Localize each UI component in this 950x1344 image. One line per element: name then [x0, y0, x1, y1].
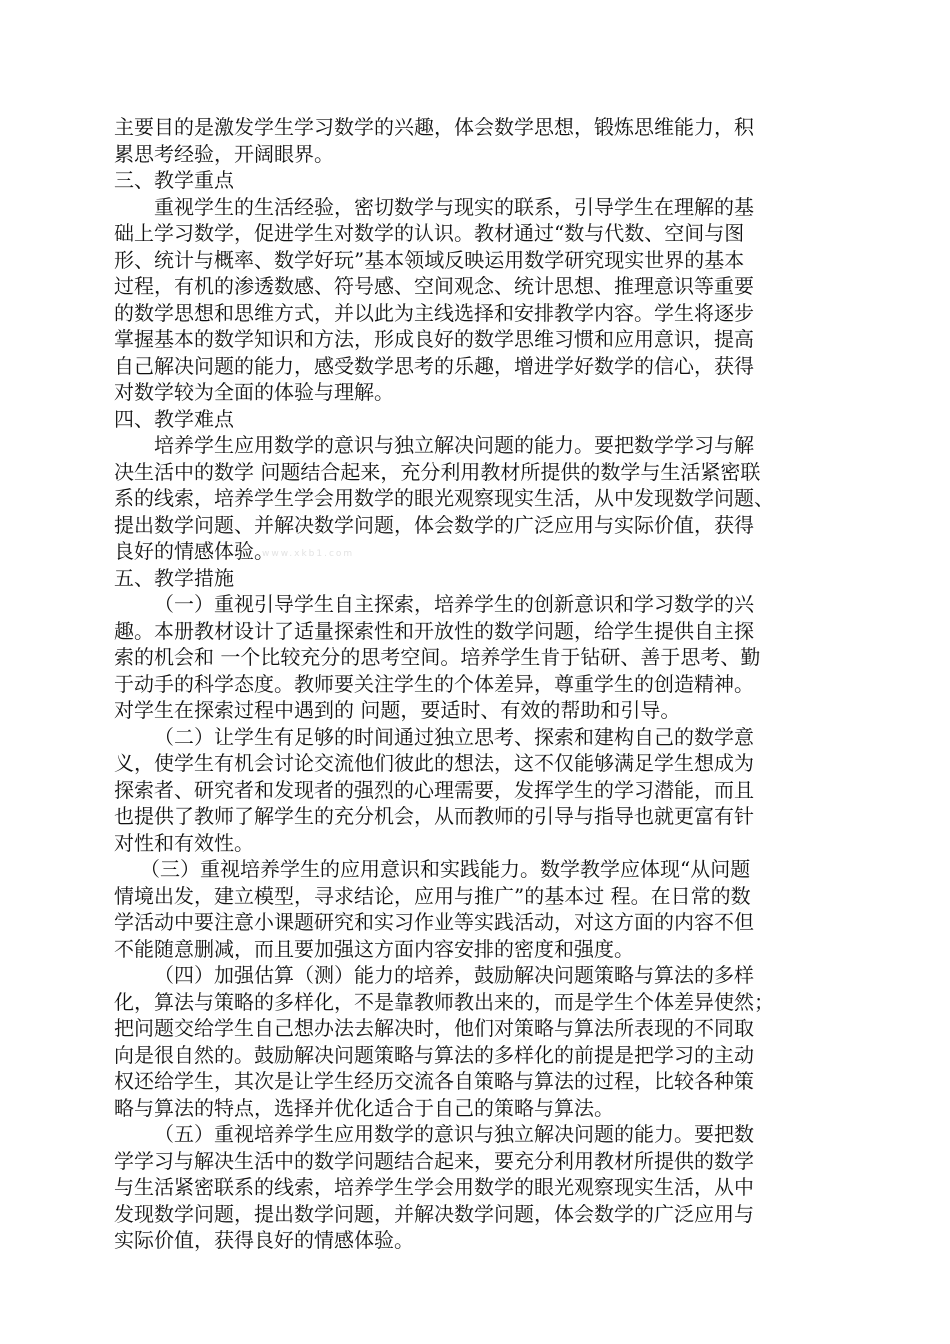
document-page	[114, 114, 842, 1254]
paragraph-teaching-difficulty: 培养学生应用数学的意识与独立解决问题的能力。要把数学学习与解 决生活中的数学 问题结合起来，充分利用教材所提供的数学与生活紧密联 系的线索，培养学生学会用数学的眼光观察现实生活，从中发现数学问题、 提出数学问题、并解决数学问题，体会数学的广泛应用与实际价值，获得 良好的情感体验。	[114, 433, 774, 563]
paragraph-teaching-focus: 重视学生的生活经验，密切数学与现实的联系，引导学生在理解的基 础上学习数学，促进学生对数学的认识。教材通过“数与代数、空间与图 形、统计与概率、数学好玩”基本领域反映运用数学研究现实世界的基本 过程，有机的渗透数感、符号感、空间观念、统计思想、推理意识等重要 的数学思想和思维方式，并以此为主线选择和安排教学内容。学生将逐步 掌握基本的数学知识和方法，形成良好的数学思维习惯和应用意识，提高 自己解决问题的能力，感受数学思考的乐趣，增进学好数学的信心，获得 对数学较为全面的体验与理解。	[114, 194, 754, 404]
paragraph-measure-5: （五）重视培养学生应用数学的意识与独立解决问题的能力。要把数 学学习与解决生活中的数学问题结合起来，要充分利用教材所提供的数学 与生活紧密联系的线索，培养学生学会用数学的眼光观察现实生活，从中 发现数学问题，提出数学问题，并解决数学问题，体会数学的广泛应用与 实际价值，获得良好的情感体验。	[114, 1122, 754, 1252]
section-heading-teaching-focus: 三、教学重点	[114, 168, 234, 192]
paragraph-intro: 主要目的是激发学生学习数学的兴趣，体会数学思想，锻炼思维能力，积 累思考经验，开阔眼界。	[114, 115, 754, 166]
section-heading-teaching-difficulty: 四、教学难点	[114, 406, 234, 431]
section-heading-teaching-measures: 五、教学措施	[114, 565, 234, 590]
paragraph-measure-1: （一）重视引导学生自主探索，培养学生的创新意识和学习数学的兴 趣。本册教材设计了适量探索性和开放性的数学问题，给学生提供自主探 索的机会和 一个比较充分的思考空间。培养学生肯于钻研、善于思考、勤 于动手的科学态度。教师要关注学生的个体差异，尊重学生的创造精神。 对学生在探索过程中遇到的 问题，要适时、有效的帮助和引导。	[114, 592, 761, 722]
paragraph-measure-3: （三）重视培养学生的应用意识和实践能力。数学教学应体现“从问题 情境出发，建立模型，寻求结论，应用与推广”的基本过 程。在日常的数 学活动中要注意小课题研究和实习作业等实践活动，对这方面的内容不但 不能随意删减，而且要加强这方面内容安排的密度和强度。	[114, 857, 754, 961]
paragraph-measure-2: （二）让学生有足够的时间通过独立思考、探索和建构自己的数学意 义，使学生有机会讨论交流他们彼此的想法，这不仅能够满足学生想成为 探索者、研究者和发现者的强烈的心理需要，发挥学生的学习潜能，而且 也提供了教师了解学生的充分机会，从而教师的引导与指导也就更富有针 对性和有效性。	[114, 724, 754, 855]
watermark-text: www.xkb1.com	[262, 549, 355, 559]
paragraph-measure-4: （四）加强估算（测）能力的培养，鼓励解决问题策略与算法的多样 化，算法与策略的多样化，不是靠教师教出来的，而是学生个体差异使然； 把问题交给学生自己想办法去解决时，他们对策略与算法所表现的不同取 向是很自然的。鼓励解决问题策略与算法的多样化的前提是把学习的主动 权还给学生，其次是让学生经历交流各自策略与算法的过程，比较各种策 略与算法的特点，选择并优化适合于自己的策略与算法。	[114, 963, 774, 1120]
